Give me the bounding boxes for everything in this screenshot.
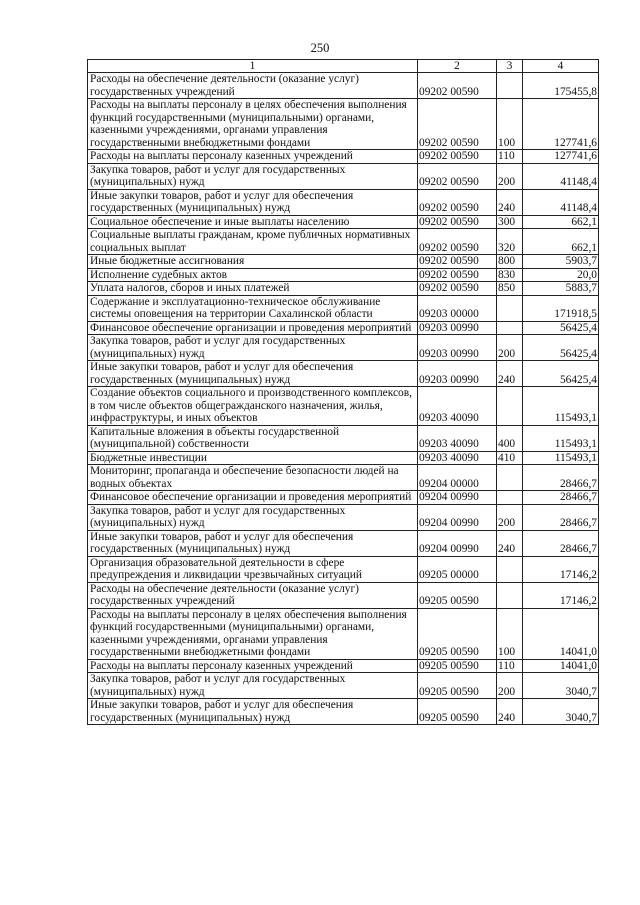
row-type (497, 295, 523, 321)
row-amount: 41148,4 (523, 163, 599, 189)
row-type (497, 556, 523, 582)
row-type: 200 (497, 163, 523, 189)
row-name: Расходы на выплаты персоналу казенных учреждений (88, 150, 418, 164)
row-type (497, 387, 523, 426)
table-row (88, 556, 599, 582)
row-amount: 3040,7 (523, 673, 599, 699)
table-row (88, 268, 599, 282)
row-amount: 28466,7 (523, 465, 599, 491)
row-code: 09203 40090 (418, 387, 497, 426)
row-amount: 41148,4 (523, 189, 599, 215)
row-amount: 127741,6 (523, 150, 599, 164)
row-type: 400 (497, 425, 523, 451)
row-amount: 115493,1 (523, 387, 599, 426)
table-row (88, 504, 599, 530)
row-name: Капитальные вложения в объекты государственной (муниципальной) собственности (88, 425, 418, 451)
row-name: Закупка товаров, работ и услуг для государственных (муниципальных) нужд (88, 335, 418, 361)
row-name: Расходы на обеспечение деятельности (оказание услуг) государственных учреждений (88, 73, 418, 99)
row-type: 240 (497, 699, 523, 725)
row-code: 09205 00590 (418, 699, 497, 725)
row-type (497, 321, 523, 335)
row-amount: 28466,7 (523, 530, 599, 556)
row-code: 09205 00590 (418, 582, 497, 608)
row-code: 09204 00990 (418, 504, 497, 530)
row-code: 09202 00590 (418, 215, 497, 229)
row-amount: 115493,1 (523, 425, 599, 451)
table-row (88, 163, 599, 189)
header-col-3: 3 (497, 60, 523, 73)
row-code: 09203 00990 (418, 321, 497, 335)
row-type: 200 (497, 335, 523, 361)
table-row (88, 150, 599, 164)
row-type: 800 (497, 255, 523, 269)
table-row (88, 229, 599, 255)
row-name: Расходы на выплаты персоналу в целях обеспечения выполнения функций государственными (муниципальными) органами, казенными учреждениями, органами управления государственными внебюджетными фондами (88, 608, 418, 659)
table-row (88, 582, 599, 608)
row-type: 240 (497, 189, 523, 215)
table-row (88, 465, 599, 491)
row-code: 09202 00590 (418, 282, 497, 296)
table-row (88, 387, 599, 426)
row-name: Закупка товаров, работ и услуг для государственных (муниципальных) нужд (88, 163, 418, 189)
table-row (88, 608, 599, 659)
row-code: 09203 00000 (418, 295, 497, 321)
row-type: 100 (497, 608, 523, 659)
table-row (88, 530, 599, 556)
row-type: 240 (497, 530, 523, 556)
row-type: 110 (497, 659, 523, 673)
row-code: 09203 00990 (418, 335, 497, 361)
row-name: Организация образовательной деятельности в сфере предупреждения и ликвидации чрезвычайных ситуаций (88, 556, 418, 582)
row-amount: 56425,4 (523, 321, 599, 335)
row-code: 09202 00590 (418, 268, 497, 282)
row-code: 09202 00590 (418, 150, 497, 164)
row-amount: 28466,7 (523, 504, 599, 530)
row-code: 09205 00000 (418, 556, 497, 582)
row-type: 830 (497, 268, 523, 282)
row-amount: 56425,4 (523, 335, 599, 361)
row-name: Содержание и эксплуатационно-техническое обслуживание системы оповещения на территории Сахалинской области (88, 295, 418, 321)
table-row (88, 335, 599, 361)
row-name: Мониторинг, пропаганда и обеспечение безопасности людей на водных объектах (88, 465, 418, 491)
row-code: 09202 00590 (418, 255, 497, 269)
header-col-1: 1 (88, 60, 418, 73)
row-amount: 20,0 (523, 268, 599, 282)
row-amount: 56425,4 (523, 361, 599, 387)
row-amount: 127741,6 (523, 99, 599, 150)
row-type: 320 (497, 229, 523, 255)
row-type (497, 582, 523, 608)
row-name: Бюджетные инвестиции (88, 451, 418, 465)
row-amount: 662,1 (523, 215, 599, 229)
table-header-row (88, 60, 599, 73)
row-code: 09205 00590 (418, 608, 497, 659)
row-type: 200 (497, 673, 523, 699)
row-amount: 662,1 (523, 229, 599, 255)
row-type: 100 (497, 99, 523, 150)
page-number: 250 (310, 41, 330, 55)
row-amount: 3040,7 (523, 699, 599, 725)
row-name: Расходы на выплаты персоналу казенных учреждений (88, 659, 418, 673)
row-amount: 171918,5 (523, 295, 599, 321)
row-code: 09202 00590 (418, 229, 497, 255)
row-name: Иные закупки товаров, работ и услуг для обеспечения государственных (муниципальных) нужд (88, 530, 418, 556)
table-row (88, 321, 599, 335)
table-row (88, 361, 599, 387)
table-row (88, 73, 599, 99)
row-name: Исполнение судебных актов (88, 268, 418, 282)
table-row (88, 699, 599, 725)
row-amount: 17146,2 (523, 582, 599, 608)
row-type: 240 (497, 361, 523, 387)
row-code: 09202 00590 (418, 189, 497, 215)
row-type: 850 (497, 282, 523, 296)
row-amount: 5883,7 (523, 282, 599, 296)
row-name: Создание объектов социального и производственного комплексов, в том числе объектов общегражданского назначения, жилья, инфраструктуры, и иных объектов (88, 387, 418, 426)
row-amount: 28466,7 (523, 491, 599, 505)
row-code: 09203 40090 (418, 425, 497, 451)
row-amount: 115493,1 (523, 451, 599, 465)
row-type (497, 73, 523, 99)
row-name: Расходы на выплаты персоналу в целях обеспечения выполнения функций государственными (муниципальными) органами, казенными учреждениями, органами управления государственными внебюджетными фондами (88, 99, 418, 150)
row-code: 09204 00990 (418, 530, 497, 556)
row-type: 410 (497, 451, 523, 465)
row-code: 09202 00590 (418, 99, 497, 150)
row-type (497, 465, 523, 491)
row-amount: 175455,8 (523, 73, 599, 99)
row-name: Закупка товаров, работ и услуг для государственных (муниципальных) нужд (88, 504, 418, 530)
table-row (88, 189, 599, 215)
table-row (88, 673, 599, 699)
row-type: 200 (497, 504, 523, 530)
row-name: Иные закупки товаров, работ и услуг для обеспечения государственных (муниципальных) нужд (88, 699, 418, 725)
table-row (88, 99, 599, 150)
table-row (88, 295, 599, 321)
row-name: Закупка товаров, работ и услуг для государственных (муниципальных) нужд (88, 673, 418, 699)
row-name: Социальное обеспечение и иные выплаты населению (88, 215, 418, 229)
table-row (88, 491, 599, 505)
row-type (497, 491, 523, 505)
row-amount: 17146,2 (523, 556, 599, 582)
row-name: Уплата налогов, сборов и иных платежей (88, 282, 418, 296)
row-type: 300 (497, 215, 523, 229)
row-code: 09204 00000 (418, 465, 497, 491)
table-row (88, 282, 599, 296)
row-name: Финансовое обеспечение организации и проведения мероприятий (88, 321, 418, 335)
row-code: 09204 00990 (418, 491, 497, 505)
row-code: 09203 40090 (418, 451, 497, 465)
row-code: 09205 00590 (418, 659, 497, 673)
row-amount: 5903,7 (523, 255, 599, 269)
row-name: Иные бюджетные ассигнования (88, 255, 418, 269)
table-row (88, 451, 599, 465)
row-name: Иные закупки товаров, работ и услуг для обеспечения государственных (муниципальных) нужд (88, 361, 418, 387)
table-row (88, 255, 599, 269)
row-name: Иные закупки товаров, работ и услуг для обеспечения государственных (муниципальных) нужд (88, 189, 418, 215)
row-name: Финансовое обеспечение организации и проведения мероприятий (88, 491, 418, 505)
row-code: 09202 00590 (418, 73, 497, 99)
row-name: Расходы на обеспечение деятельности (оказание услуг) государственных учреждений (88, 582, 418, 608)
row-code: 09202 00590 (418, 163, 497, 189)
row-type: 110 (497, 150, 523, 164)
row-amount: 14041,0 (523, 659, 599, 673)
row-code: 09203 00990 (418, 361, 497, 387)
table-row (88, 425, 599, 451)
header-col-4: 4 (523, 60, 599, 73)
header-col-2: 2 (418, 60, 497, 73)
row-code: 09205 00590 (418, 673, 497, 699)
table-row (88, 215, 599, 229)
table-row (88, 659, 599, 673)
row-name: Социальные выплаты гражданам, кроме публичных нормативных социальных выплат (88, 229, 418, 255)
row-amount: 14041,0 (523, 608, 599, 659)
budget-table (87, 59, 599, 725)
